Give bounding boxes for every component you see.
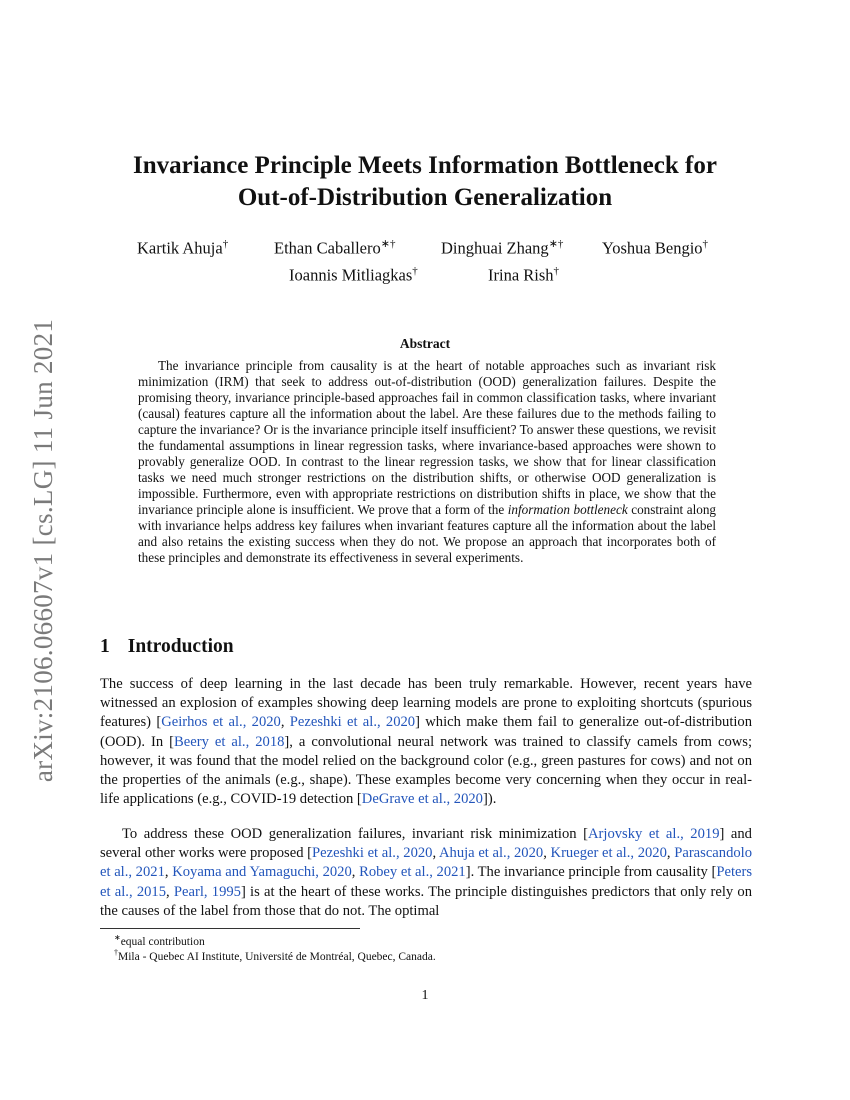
author-affiliation-mark: †	[222, 238, 229, 250]
footnote-divider	[100, 928, 360, 929]
title-line-2: Out-of-Distribution Generalization	[237, 184, 613, 211]
intro-paragraph-1: The success of deep learning in the last decade has been truly remarkable. However, recent years have witnessed an explosion of examples showing deep learning models are prone to exploiting shortcuts (spurious features) [Geirhos et al., 2020, Pezeshki et al., 2020] which make them fail to generalize out-of-distribution (OOD). In [Beery et al., 2018], a convolutional neural network was trained to classify camels from cows; however, it was found that the model relied on the background color (e.g., green pastures for cows) and not on the properties of the animals (e.g., shape). These examples become very concerning when they occur in real-life applications (e.g., COVID-19 detection [DeGrave et al., 2020]).	[100, 676, 753, 808]
abstract-body: The invariance principle from causality is at the heart of notable approaches such as invariant risk minimization (IRM) that seek to address out-of-distribution (OOD) generalization failures. Despite the promising theory, invariance principle-based approaches fail in common classification tasks, where invariant (causal) features capture all the information about the label. Are these failures due to the methods failing to capture the invariance? Or is the invariance principle itself insufficient? To answer these questions, we revisit the fundamental assumptions in linear regression tasks, where invariance-based approaches were shown to provably generalize OOD. In contrast to the linear regression tasks, we show that for linear classification tasks we need much stronger restrictions on the distribution shifts, or otherwise OOD generalization is impossible. Furthermore, even with appropriate restrictions on distribution shifts in place, we show that the invariance principle alone is insufficient. We prove that a form of the information bottleneck constraint along with invariance helps address key failures when invariant features capture all the information about the label and also retains the existing success when they do not. We propose an approach that incorporates both of these principles and demonstrate its effectiveness in several experiments.	[138, 358, 717, 565]
author-name: Irina Rish	[488, 265, 554, 285]
author-name: Yoshua Bengio	[602, 238, 703, 258]
footnote-mark: ∗	[114, 933, 121, 942]
author-name: Ioannis Mitliagkas	[289, 265, 413, 285]
page-number: 1	[421, 988, 429, 1003]
author	[137, 234, 228, 259]
section-number: 1	[100, 636, 110, 657]
arxiv-id-text: arXiv:2106.06607v1 [cs.LG] 11 Jun 2021	[28, 318, 59, 782]
intro-paragraph-2: To address these OOD generalization failures, invariant risk minimization [Arjovsky et al., 2019] and several other works were proposed [Pezeshki et al., 2020, Ahuja et al., 2020, Krueger et al., 2020, Parascandolo et al., 2021, Koyama and Yamaguchi, 2020, Robey et al., 2021]. The invariance principle from causality [Peters et al., 2015, Pearl, 1995] is at the heart of these works. The principle distinguishes predictors that only rely on the causes of the label from those that do not. The optimal	[100, 826, 753, 919]
abstract-heading: Abstract	[399, 336, 451, 351]
author-affiliation-mark: †	[702, 238, 709, 250]
paper-title	[80, 150, 770, 214]
footnote-mark: †	[114, 948, 118, 957]
footnote-text: equal contribution	[120, 935, 205, 948]
emphasis-term: information bottleneck	[507, 502, 628, 517]
citation-link[interactable]: Pezeshki et al., 2020	[312, 845, 433, 862]
citation-link[interactable]: Arjovsky et al., 2019	[587, 826, 720, 842]
citation-link[interactable]: Peters et al., 2015	[100, 864, 753, 900]
citation-link[interactable]: Parascandolo et al., 2021	[100, 845, 753, 881]
author-affiliation-mark: ∗†	[380, 238, 396, 250]
author-affiliation-mark: †	[412, 265, 418, 277]
author-affiliation-mark: †	[553, 265, 560, 277]
author	[602, 234, 708, 259]
author	[289, 261, 418, 286]
author-name: Dinghuai Zhang	[441, 238, 549, 258]
author-name: Ethan Caballero	[274, 238, 381, 258]
section-title: Introduction	[127, 636, 234, 657]
author	[274, 234, 395, 259]
author	[441, 234, 563, 259]
citation-link[interactable]: Geirhos et al., 2020	[161, 714, 281, 731]
citation-link[interactable]: Robey et al., 2021	[359, 864, 466, 881]
author	[488, 261, 559, 286]
footnote-text: Mila - Quebec AI Institute, Université de Montréal, Quebec, Canada.	[118, 950, 436, 963]
footnote-affiliation	[114, 946, 436, 964]
arxiv-identifier-stamp	[18, 300, 70, 800]
title-line-1: Invariance Principle Meets Information Bottleneck for	[133, 152, 717, 179]
citation-link[interactable]: Ahuja et al., 2020	[438, 845, 544, 862]
section-heading	[100, 636, 234, 658]
citation-link[interactable]: Koyama and Yamaguchi, 2020	[172, 864, 352, 881]
author-affiliation-mark: ∗†	[548, 238, 564, 250]
author-name: Kartik Ahuja	[137, 238, 223, 258]
citation-link[interactable]: Beery et al., 2018	[174, 733, 285, 750]
citation-link[interactable]: Krueger et al., 2020	[550, 845, 667, 862]
citation-link[interactable]: Pezeshki et al., 2020	[289, 714, 416, 731]
citation-link[interactable]: DeGrave et al., 2020	[361, 791, 483, 808]
citation-link[interactable]: Pearl, 1995	[173, 883, 241, 900]
